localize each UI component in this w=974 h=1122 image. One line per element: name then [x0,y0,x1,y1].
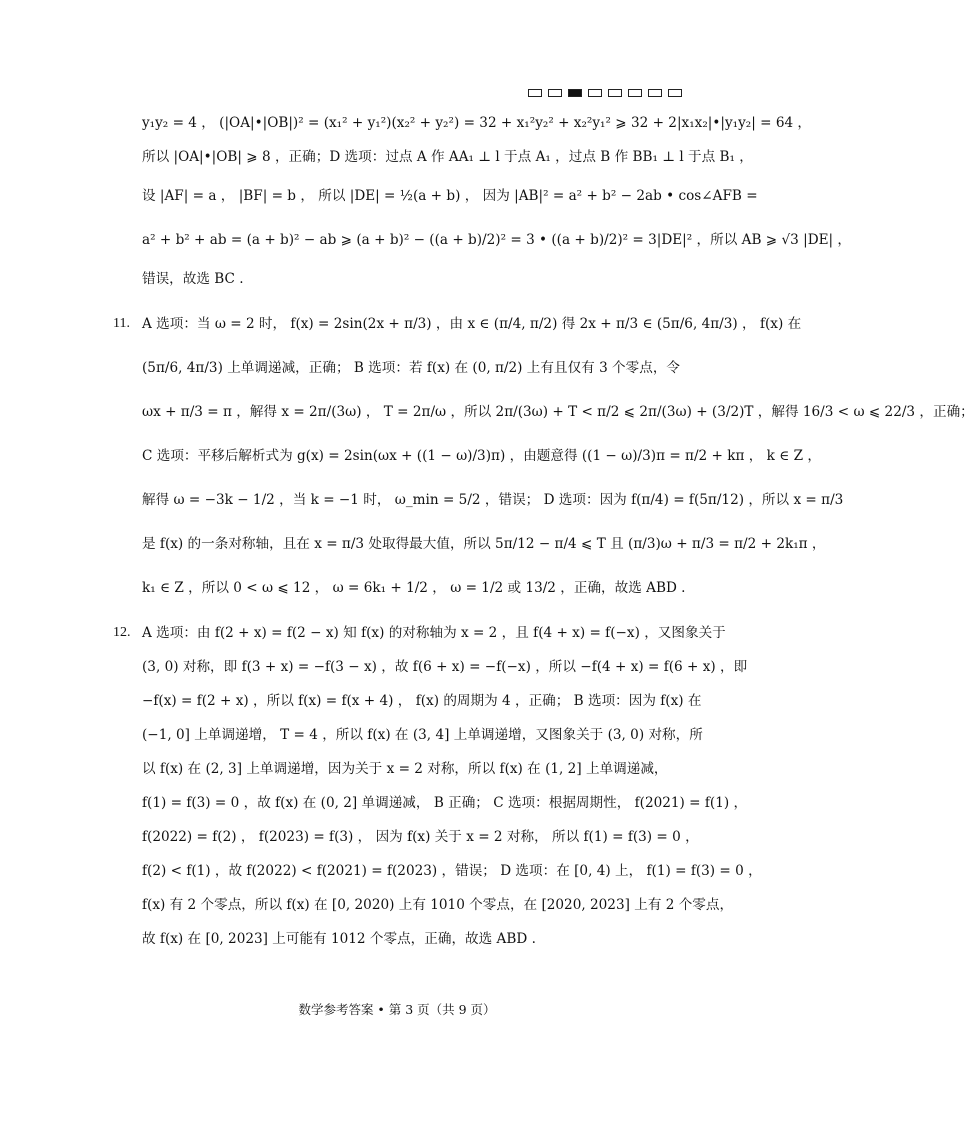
text-line [142,854,762,888]
text-line [142,218,852,262]
page-marker [628,89,642,97]
text-line [142,718,703,752]
text-line [142,820,699,854]
line-text: (3, 0) 对称，即 f(3 + x) = −f(3 − x) ，故 f(6 + x) = −f(−x) ，所以 −f(4 + x) = f(6 + x) ，即 [142,659,748,675]
line-text: (−1, 0] 上单调递增， T = 4 ，所以 f(x) 在 (3, 4] 上单调递增，又图象关于 (3, 0) 对称，所 [142,727,703,743]
text-line [142,174,758,218]
text-line [142,390,974,434]
page-marker [548,89,562,97]
text-line [142,522,826,566]
page-marker [588,89,602,97]
line-text: ωx + π/3 = π ，解得 x = 2π/(3ω) ， T = 2π/ω ，所以 2π/(3ω) + T < π/2 ⩽ 2π/(3ω) + (3/2)T ，解得 16/3 < ω ⩽ 22/3 ，正确； [142,404,974,420]
line-text: 故 f(x) 在 [0, 2023] 上可能有 1012 个零点，正确，故选 ABD . [142,931,536,947]
text-line [142,684,702,718]
text-line [142,650,748,684]
page-marker-current [568,89,582,97]
line-text: 以 f(x) 在 (2, 3] 上单调递增，因为关于 x = 2 对称，所以 f(x) 在 (1, 2] 上单调递减， [142,761,668,777]
text-line [113,616,726,650]
text-line [142,434,821,478]
line-text: C 选项：平移后解析式为 g(x) = 2sin(ωx + ((1 − ω)/3)π) ，由题意得 ((1 − ω)/3)π = π/2 + kπ ， k ∈ Z ， [142,448,821,464]
question-number: 12. [113,625,131,640]
text-line [142,106,812,140]
text-line [142,566,686,610]
text-line [142,346,682,390]
line-text: f(x) 有 2 个零点，所以 f(x) 在 [0, 2020) 上有 1010 个零点，在 [2020, 2023] 上有 2 个零点， [142,897,734,913]
text-line [142,140,753,174]
line-text: −f(x) = f(2 + x) ，所以 f(x) = f(x + 4) ， f(x) 的周期为 4 ，正确； B 选项：因为 f(x) 在 [142,693,702,709]
line-text: f(2022) = f(2) ， f(2023) = f(3) ， 因为 f(x) 关于 x = 2 对称， 所以 f(1) = f(3) = 0 ， [142,829,699,845]
line-text: 设 |AF| = a ， |BF| = b ， 所以 |DE| = ½(a + b) ， 因为 |AB|² = a² + b² − 2ab • cos∠AFB = [142,188,758,204]
line-text: 解得 ω = −3k − 1/2 ，当 k = −1 时， ω_min = 5/2 ，错误； D 选项：因为 f(π/4) = f(5π/12) ，所以 x = π/3 [142,492,844,508]
page-marker [528,89,542,97]
page-indicator [528,89,682,97]
line-text: a² + b² + ab = (a + b)² − ab ⩾ (a + b)² − ((a + b)/2)² = 3 • ((a + b)/2)² = 3|DE|² ，所以 AB ⩾ √3 |DE| ， [142,232,852,248]
line-text: 错误，故选 BC . [142,271,244,287]
line-text: f(1) = f(3) = 0 ，故 f(x) 在 (0, 2] 单调递减， B 正确； C 选项：根据周期性， f(2021) = f(1) ， [142,795,748,811]
text-line [142,922,682,956]
text-line [142,262,682,296]
line-text: k₁ ∈ Z ，所以 0 < ω ⩽ 12 ， ω = 6k₁ + 1/2 ， ω = 1/2 或 13/2 ，正确，故选 ABD . [142,580,686,596]
answer-content [113,106,974,956]
page-marker [648,89,662,97]
line-text: (5π/6, 4π/3) 上单调递减，正确； B 选项：若 f(x) 在 (0, π/2) 上有且仅有 3 个零点，令 [142,360,681,376]
text-line [113,302,802,346]
line-text: A 选项：当 ω = 2 时， f(x) = 2sin(2x + π/3) ，由 x ∈ (π/4, π/2) 得 2x + π/3 ∈ (5π/6, 4π/3) ， f(x) 在 [142,316,802,332]
line-text: 所以 |OA|•|OB| ⩾ 8 ，正确；D 选项：过点 A 作 AA₁ ⊥ l 于点 A₁ ，过点 B 作 BB₁ ⊥ l 于点 B₁ ， [142,149,753,165]
text-line [142,478,844,522]
line-text: f(2) < f(1) ，故 f(2022) < f(2021) = f(2023) ，错误； D 选项：在 [0, 4) 上， f(1) = f(3) = 0 ， [142,863,762,879]
text-line [142,752,682,786]
text-line [142,888,734,922]
line-text: A 选项：由 f(2 + x) = f(2 − x) 知 f(x) 的对称轴为 x = 2 ，且 f(4 + x) = f(−x) ，又图象关于 [142,625,726,641]
question-number: 11. [113,316,130,331]
page-marker [668,89,682,97]
line-text: 是 f(x) 的一条对称轴，且在 x = π/3 处取得最大值，所以 5π/12 − π/4 ⩽ T 且 (π/3)ω + π/3 = π/2 + 2k₁π ， [142,536,826,552]
text-line [142,786,748,820]
page-marker [608,89,622,97]
page-footer: 数学参考答案 • 第 3 页（共 9 页） [298,1002,496,1017]
line-text: y₁y₂ = 4 ， (|OA|•|OB|)² = (x₁² + y₁²)(x₂² + y₂²) = 32 + x₁²y₂² + x₂²y₁² ⩾ 32 + 2|x₁x₂|•|y₁y₂| = 64 ， [142,115,812,131]
